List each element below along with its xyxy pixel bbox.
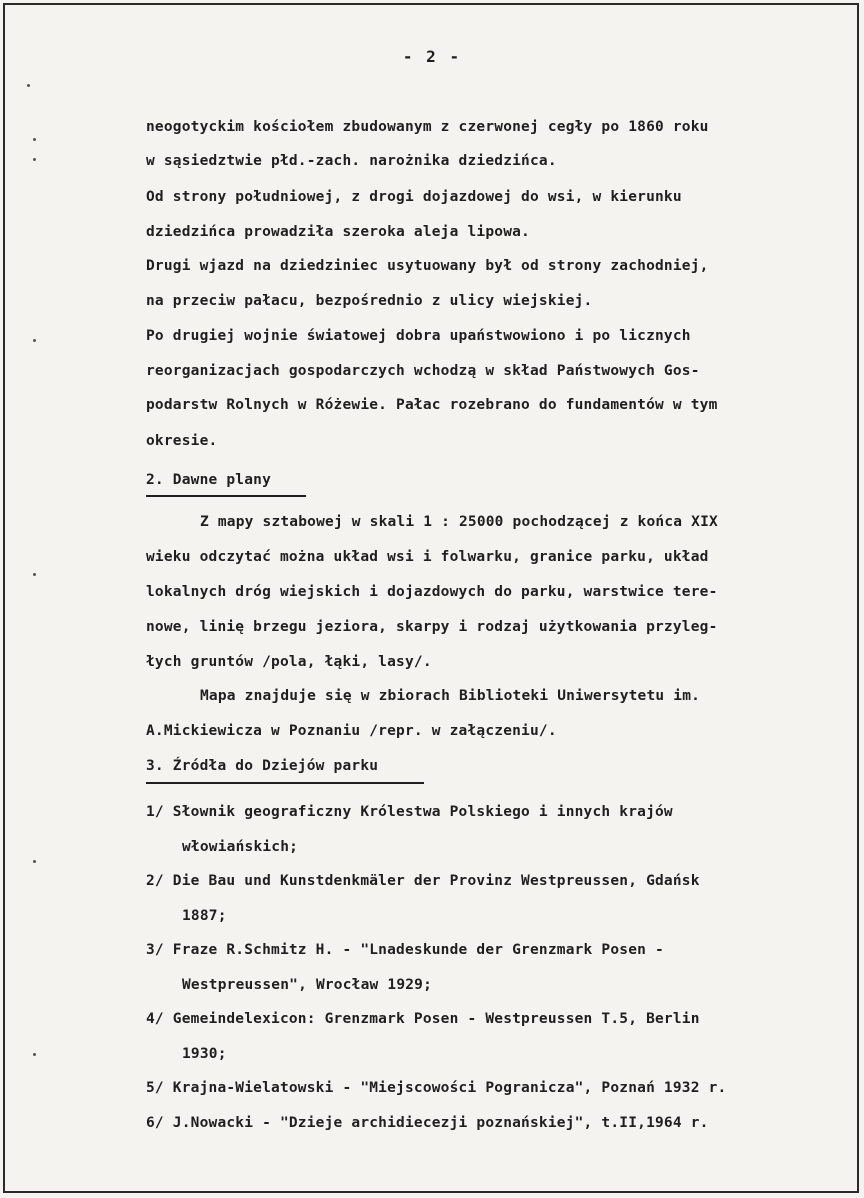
list-item-continuation: 1887; — [182, 908, 227, 924]
text-line: Mapa znajduje się w zbiorach Biblioteki Uniwersytetu im. — [200, 688, 701, 704]
margin-mark — [33, 573, 36, 576]
text-line: wieku odczytać można układ wsi i folwarku, granice parku, układ — [146, 549, 709, 565]
heading-underline — [146, 782, 424, 784]
list-item: 5/ Krajna-Wielatowski - "Miejscowości Pogranicza", Poznań 1932 r. — [146, 1080, 727, 1096]
text-line: w sąsiedztwie płd.-zach. narożnika dziedzińca. — [146, 153, 557, 169]
list-item: 6/ J.Nowacki - "Dzieje archidiecezji poznańskiej", t.II,1964 r. — [146, 1115, 709, 1131]
text-line: Po drugiej wojnie światowej dobra upaństwowiono i po licznych — [146, 328, 691, 344]
section-heading: 2. Dawne plany — [146, 472, 272, 488]
margin-mark — [33, 1053, 36, 1056]
list-item: 4/ Gemeindelexicon: Grenzmark Posen - Westpreussen T.5, Berlin — [146, 1011, 700, 1027]
heading-underline — [146, 495, 306, 497]
list-item-continuation: włowiańskich; — [182, 839, 299, 855]
text-line: okresie. — [146, 433, 218, 449]
text-line: A.Mickiewicza w Poznaniu /repr. w załączeniu/. — [146, 723, 557, 739]
text-line: neogotyckim kościołem zbudowanym z czerwonej cegły po 1860 roku — [146, 119, 709, 135]
list-item: 3/ Fraze R.Schmitz H. - "Lnadeskunde der Grenzmark Posen - — [146, 942, 664, 958]
text-line: Od strony południowej, z drogi dojazdowej do wsi, w kierunku — [146, 189, 682, 205]
margin-mark — [33, 158, 36, 161]
margin-mark — [33, 339, 36, 342]
list-item: 2/ Die Bau und Kunstdenkmäler der Provinz Westpreussen, Gdańsk — [146, 873, 700, 889]
text-line: Drugi wjazd na dziedziniec usytuowany był od strony zachodniej, — [146, 258, 709, 274]
text-line: nowe, linię brzegu jeziora, skarpy i rodzaj użytkowania przyleg- — [146, 619, 718, 635]
text-line: Z mapy sztabowej w skali 1 : 25000 pochodzącej z końca XIX — [200, 514, 718, 530]
text-line: łych gruntów /pola, łąki, lasy/. — [146, 654, 432, 670]
text-line: dziedzińca prowadziła szeroka aleja lipowa. — [146, 224, 530, 240]
text-line: na przeciw pałacu, bezpośrednio z ulicy wiejskiej. — [146, 293, 593, 309]
text-line: lokalnych dróg wiejskich i dojazdowych do parku, warstwice tere- — [146, 584, 718, 600]
page-number: - 2 - — [402, 47, 462, 66]
section-heading: 3. Źródła do Dziejów parku — [146, 758, 379, 774]
margin-mark — [27, 84, 30, 87]
text-line: reorganizacjach gospodarczych wchodzą w skład Państwowych Gos- — [146, 363, 700, 379]
list-item: 1/ Słownik geograficzny Królestwa Polskiego i innych krajów — [146, 804, 673, 820]
text-line: podarstw Rolnych w Różewie. Pałac rozebrano do fundamentów w tym — [146, 397, 718, 413]
margin-mark — [33, 860, 36, 863]
list-item-continuation: 1930; — [182, 1046, 227, 1062]
list-item-continuation: Westpreussen", Wrocław 1929; — [182, 977, 433, 993]
margin-mark — [33, 138, 36, 141]
